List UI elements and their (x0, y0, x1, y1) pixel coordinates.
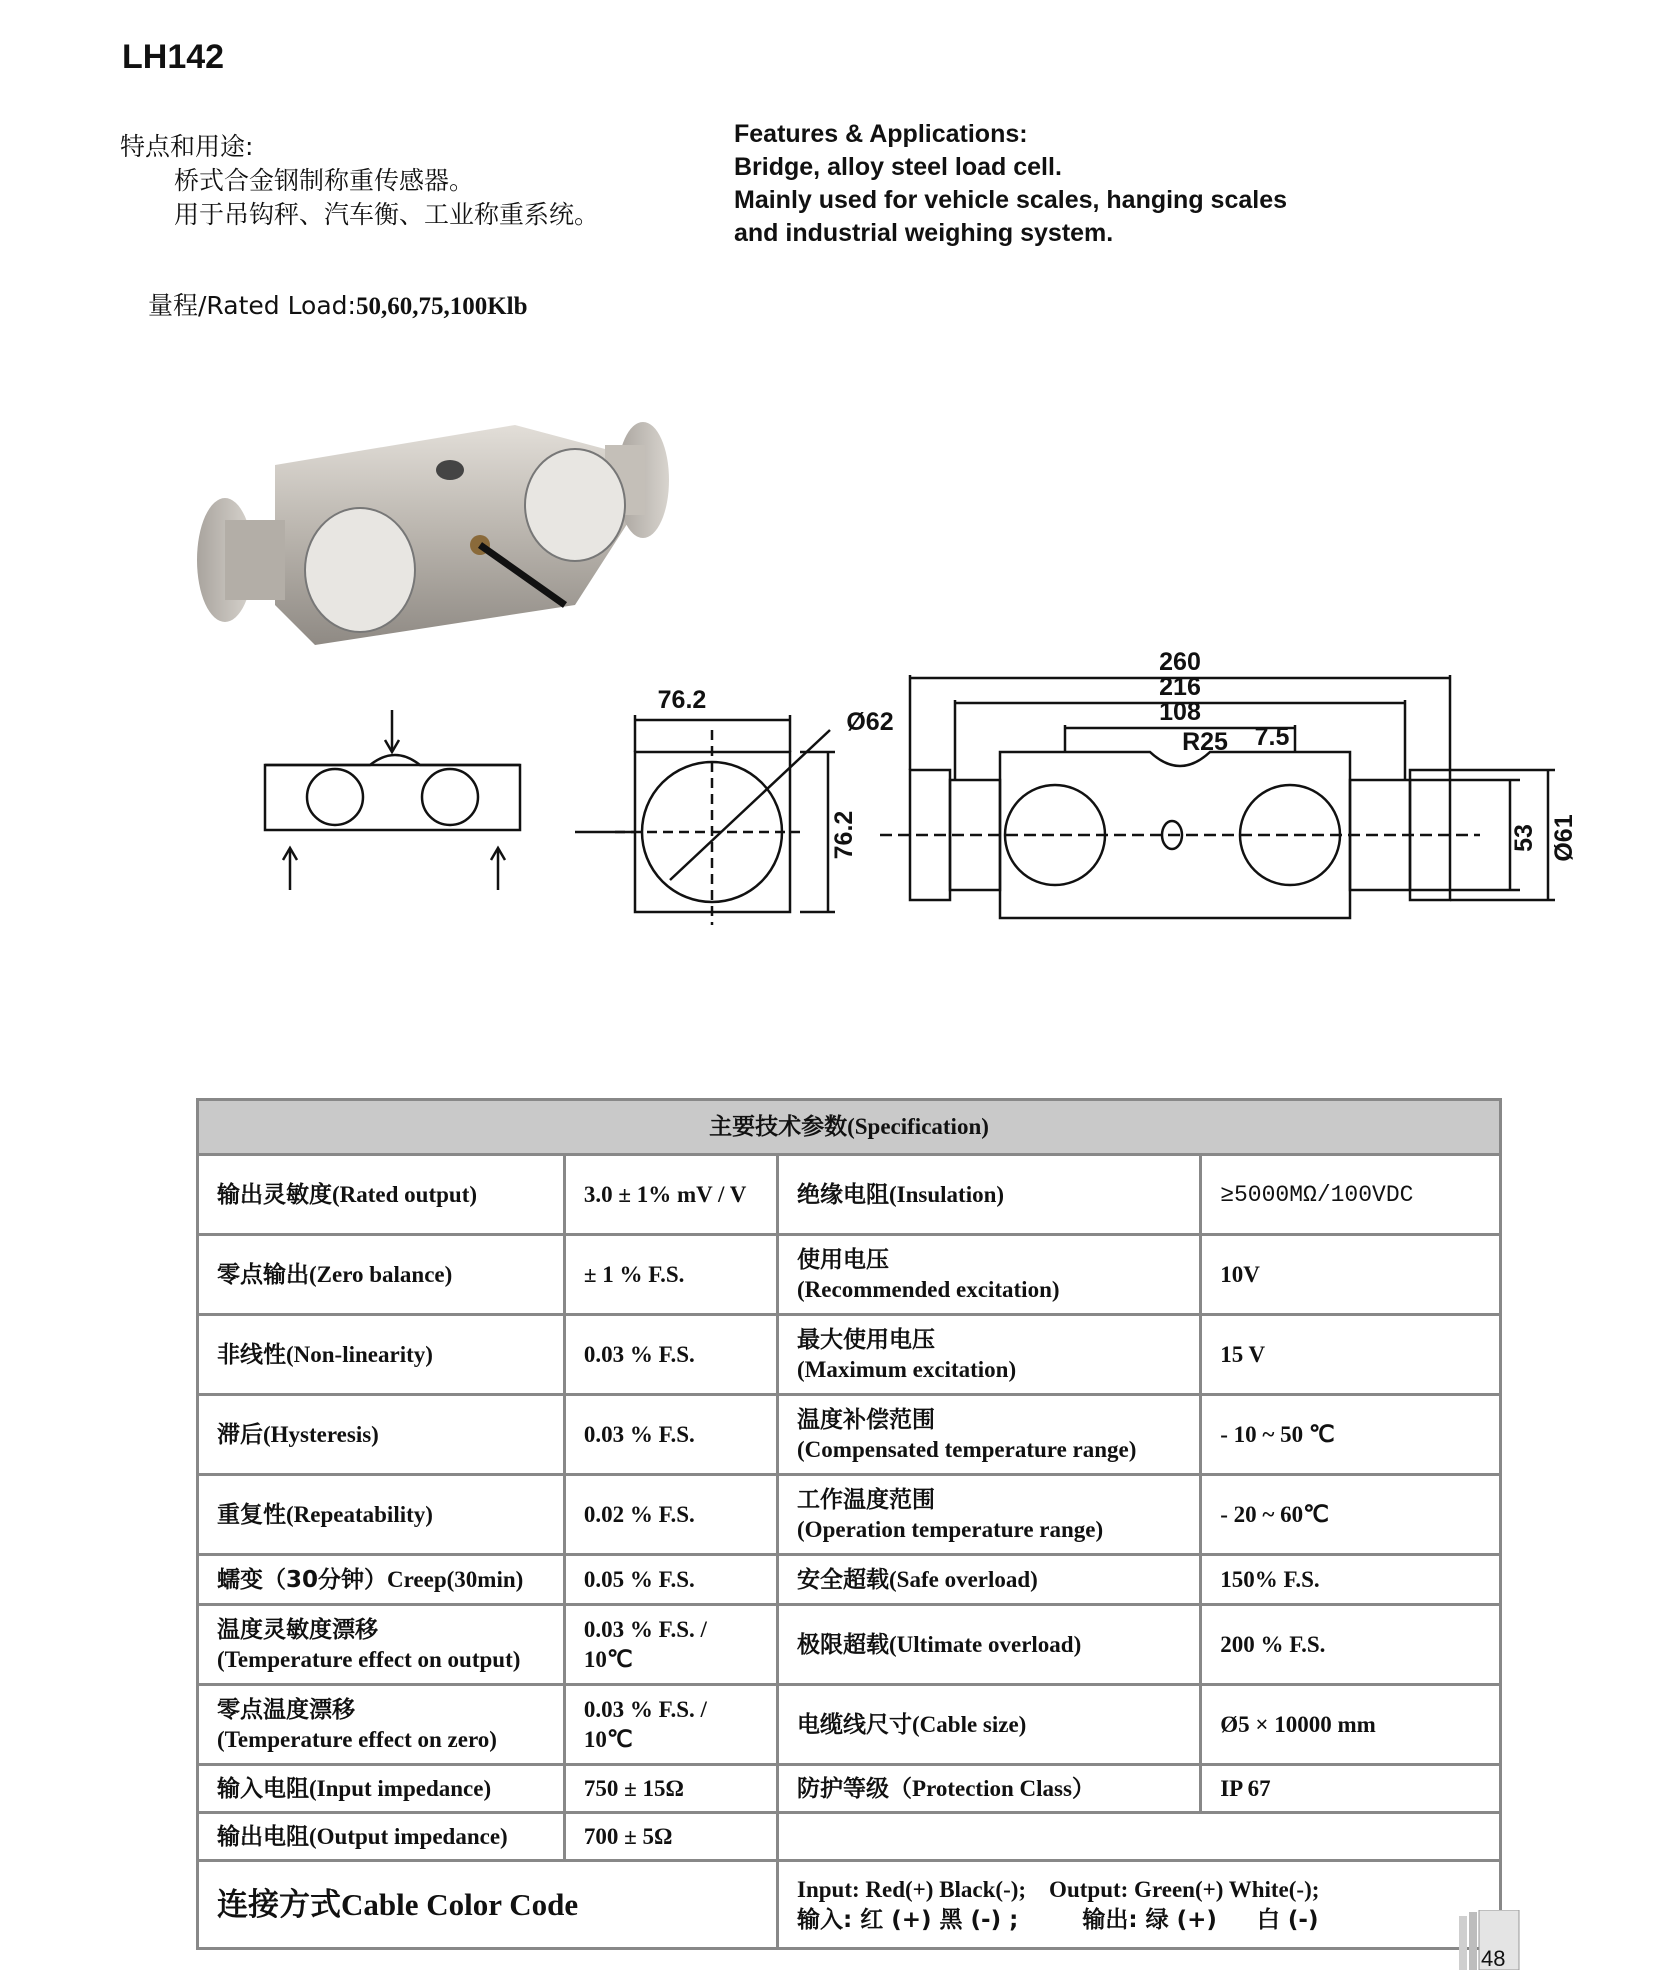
spec-value: 15 V (1201, 1315, 1501, 1395)
dim-front-width: 76.2 (657, 686, 707, 714)
features-cn-line1: 桥式合金钢制称重传感器。 (174, 166, 475, 195)
spec-row (198, 1395, 1501, 1475)
spec-label: 最大使用电压 (Maximum excitation) (778, 1315, 1201, 1395)
rated-load-label: 量程/Rated Load: (148, 291, 356, 320)
spec-row (198, 1765, 1501, 1813)
features-cn (120, 130, 599, 232)
spec-row (198, 1155, 1501, 1235)
spec-value: - 10 ~ 50 ℃ (1201, 1395, 1501, 1475)
spec-label: 温度补偿范围 (Compensated temperature range) (778, 1395, 1201, 1475)
spec-value: Ø5 × 10000 mm (1201, 1685, 1501, 1765)
page-number: 48 (1481, 1946, 1506, 1971)
features-en-line3: and industrial weighing system. (734, 219, 1114, 247)
rated-load (148, 286, 528, 322)
features-en-line2: Mainly used for vehicle scales, hanging scales (734, 186, 1288, 214)
features-en-heading: Features & Applications: (734, 120, 1028, 148)
spec-value: ≥5000MΩ/100VDC (1201, 1155, 1501, 1235)
spec-value: 0.03 % F.S. / 10℃ (564, 1685, 777, 1765)
spec-table (196, 1098, 1502, 1950)
spec-row (198, 1685, 1501, 1765)
dim-shaft: 53 (1510, 824, 1538, 852)
spec-value: 3.0 ± 1% mV / V (564, 1155, 777, 1235)
page-title: LH142 (122, 38, 225, 76)
spec-value: ± 1 % F.S. (564, 1235, 777, 1315)
spec-value: 750 ± 15Ω (564, 1765, 777, 1813)
spec-label: 工作温度范围 (Operation temperature range) (778, 1475, 1201, 1555)
spec-header-row (198, 1100, 1501, 1155)
spec-value: 10V (1201, 1235, 1501, 1315)
spec-row (198, 1813, 1501, 1861)
dim-mid: 216 (1159, 673, 1201, 701)
spec-value: 200 % F.S. (1201, 1605, 1501, 1685)
spec-label: 输入电阻(Input impedance) (198, 1765, 565, 1813)
cable-colors-en: Input: Red(+) Black(-); Output: Green(+) White(-); (797, 1876, 1320, 1902)
features-en (734, 118, 1287, 250)
dim-depth: 7.5 (1254, 723, 1290, 751)
features-en-line1: Bridge, alloy steel load cell. (734, 153, 1062, 181)
spec-value: 0.02 % F.S. (564, 1475, 777, 1555)
spec-value: 0.05 % F.S. (564, 1555, 777, 1605)
spec-label: 蠕变（30分钟）Creep(30min) (198, 1555, 565, 1605)
spec-label: 安全超载(Safe overload) (778, 1555, 1201, 1605)
dim-inner: 108 (1159, 698, 1201, 726)
spec-row (198, 1315, 1501, 1395)
spec-label: 零点温度漂移 (Temperature effect on zero) (198, 1685, 565, 1765)
spec-header: 主要技术参数(Specification) (198, 1100, 1501, 1155)
cable-colors (778, 1861, 1501, 1949)
spec-label: 使用电压 (Recommended excitation) (778, 1235, 1201, 1315)
spec-label: 零点输出(Zero balance) (198, 1235, 565, 1315)
cable-label: 连接方式Cable Color Code (198, 1861, 778, 1949)
spec-label: 重复性(Repeatability) (198, 1475, 565, 1555)
dim-diameter-b: Ø61 (1550, 814, 1578, 862)
dim-overall: 260 (1159, 648, 1201, 676)
spec-value: - 20 ~ 60℃ (1201, 1475, 1501, 1555)
page-number-tab (1455, 1910, 1525, 1970)
spec-label: 输出电阻(Output impedance) (198, 1813, 565, 1861)
spec-label: 温度灵敏度漂移 (Temperature effect on output) (198, 1605, 565, 1685)
spec-label: 滞后(Hysteresis) (198, 1395, 565, 1475)
spec-value: 0.03 % F.S. (564, 1315, 777, 1395)
spec-empty-cell (778, 1813, 1501, 1861)
dim-front-height: 76.2 (830, 810, 858, 860)
cable-colors-cn: 输入: 红 (+) 黑 (-) ; 输出: 绿 (+) 白 (-) (797, 1906, 1319, 1933)
spec-value: 0.03 % F.S. (564, 1395, 777, 1475)
spec-label: 非线性(Non-linearity) (198, 1315, 565, 1395)
spec-value: IP 67 (1201, 1765, 1501, 1813)
features-cn-line2: 用于吊钩秤、汽车衡、工业称重系统。 (174, 200, 600, 229)
spec-row (198, 1555, 1501, 1605)
spec-value: 700 ± 5Ω (564, 1813, 777, 1861)
spec-row (198, 1235, 1501, 1315)
cable-row (198, 1861, 1501, 1949)
features-cn-heading: 特点和用途: (120, 132, 254, 161)
spec-row (198, 1475, 1501, 1555)
spec-label: 防护等级（Protection Class） (778, 1765, 1201, 1813)
dim-diameter-a: Ø62 (846, 708, 894, 736)
spec-label: 电缆线尺寸(Cable size) (778, 1685, 1201, 1765)
spec-label: 输出灵敏度(Rated output) (198, 1155, 565, 1235)
spec-value: 0.03 % F.S. / 10℃ (564, 1605, 777, 1685)
dim-radius: R25 (1182, 728, 1228, 756)
spec-row (198, 1605, 1501, 1685)
spec-label: 绝缘电阻(Insulation) (778, 1155, 1201, 1235)
rated-load-value: 50,60,75,100Klb (355, 293, 528, 320)
spec-label: 极限超载(Ultimate overload) (778, 1605, 1201, 1685)
spec-value: 150% F.S. (1201, 1555, 1501, 1605)
technical-drawings (0, 590, 1654, 930)
